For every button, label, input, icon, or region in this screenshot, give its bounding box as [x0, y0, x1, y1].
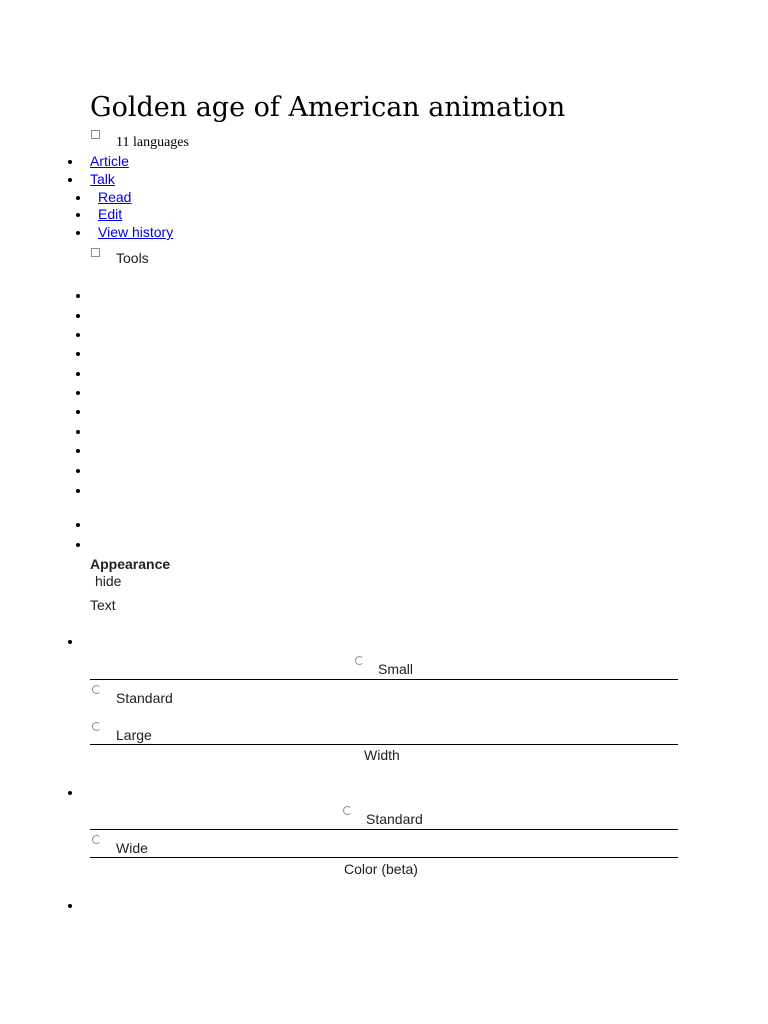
bullet-icon: [76, 231, 80, 235]
tab-read[interactable]: Read: [98, 189, 132, 205]
width-standard-label: Standard: [366, 811, 423, 827]
bullet-icon: [68, 791, 72, 795]
bullet-icon: [68, 904, 72, 908]
color-section-label: Color (beta): [344, 861, 418, 877]
width-standard-radio[interactable]: [343, 806, 352, 815]
appearance-hide-button[interactable]: hide: [95, 573, 122, 589]
bullet-icon: [76, 489, 80, 493]
text-section-label: Text: [90, 597, 116, 613]
bullet-icon: [76, 391, 80, 395]
languages-label[interactable]: 11 languages: [116, 135, 189, 150]
tab-talk[interactable]: Talk: [90, 171, 115, 187]
text-standard-label: Standard: [116, 690, 173, 706]
page-title: Golden age of American animation: [90, 92, 566, 123]
bullet-icon: [76, 314, 80, 318]
text-large-label: Large: [116, 727, 152, 743]
bullet-icon: [76, 449, 80, 453]
tools-label[interactable]: Tools: [116, 250, 149, 266]
bullet-icon: [76, 352, 80, 356]
bullet-icon: [68, 160, 72, 164]
bullet-icon: [76, 469, 80, 473]
tools-checkbox[interactable]: [91, 248, 100, 257]
tab-edit[interactable]: Edit: [98, 206, 123, 222]
bullet-icon: [68, 178, 72, 182]
divider: [90, 857, 678, 858]
divider: [90, 744, 678, 745]
tab-article[interactable]: Article: [90, 153, 129, 169]
text-large-radio[interactable]: [92, 722, 101, 731]
width-section-label: Width: [364, 747, 400, 763]
bullet-icon: [76, 523, 80, 527]
bullet-icon: [68, 640, 72, 644]
appearance-heading: Appearance: [90, 556, 171, 572]
width-wide-radio[interactable]: [92, 835, 101, 844]
tab-view-history[interactable]: View history: [98, 224, 174, 240]
bullet-icon: [76, 543, 80, 547]
languages-checkbox[interactable]: [91, 130, 100, 139]
divider: [90, 829, 678, 830]
text-standard-radio[interactable]: [92, 685, 101, 694]
bullet-icon: [76, 410, 80, 414]
bullet-icon: [76, 333, 80, 337]
bullet-icon: [76, 213, 80, 217]
text-small-label: Small: [378, 661, 414, 677]
width-wide-label: Wide: [116, 840, 148, 856]
text-small-radio[interactable]: [355, 656, 364, 665]
divider: [90, 679, 678, 680]
bullet-icon: [76, 430, 80, 434]
bullet-icon: [76, 294, 80, 298]
bullet-icon: [76, 196, 80, 200]
bullet-icon: [76, 372, 80, 376]
